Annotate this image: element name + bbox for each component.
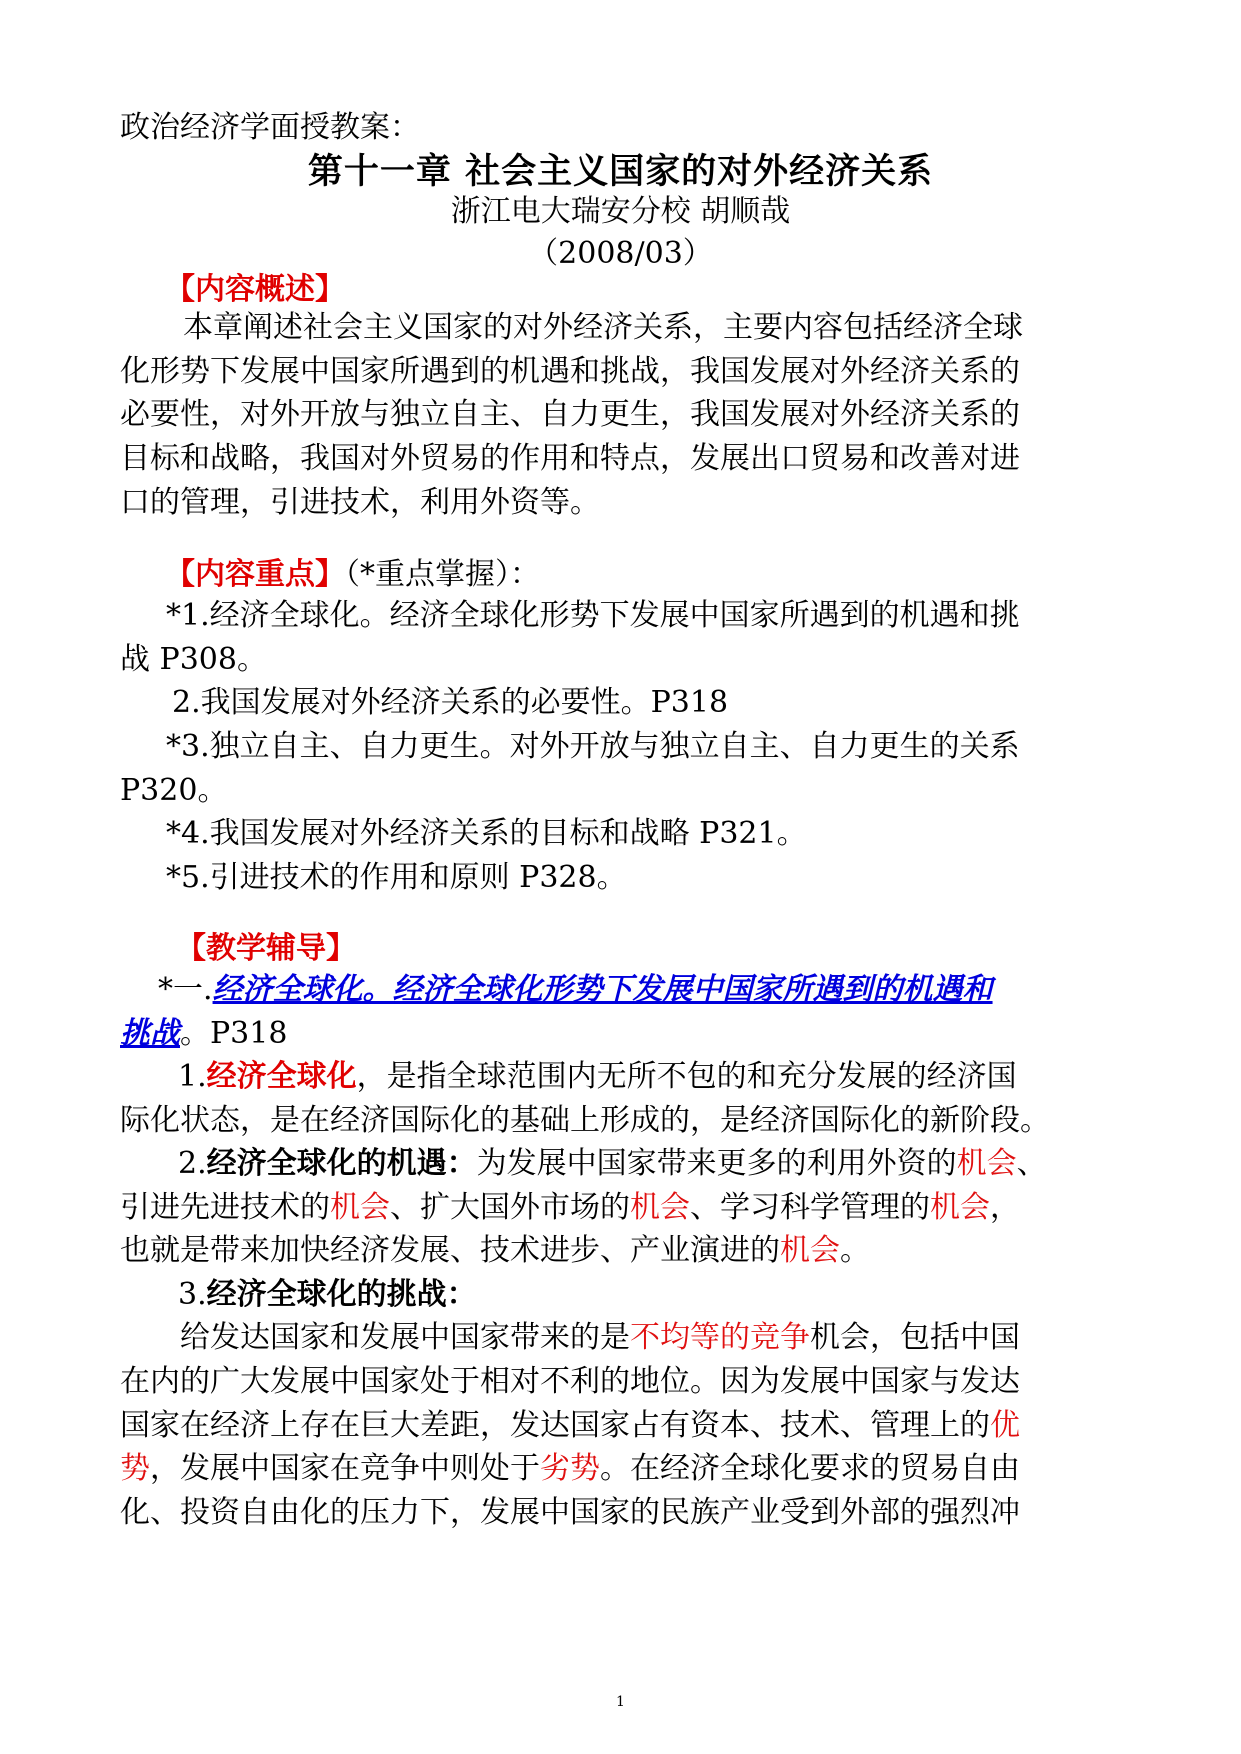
p3-line5: 化、投资自由化的压力下，发展中国家的民族产业受到外部的强烈冲	[120, 1495, 1020, 1530]
key-point-line: *4.我国发展对外经济关系的目标和战略 P321。	[166, 816, 807, 851]
overview-heading: 【内容概述】	[165, 272, 345, 307]
p2-text: 引进先进技术的	[120, 1190, 330, 1225]
overview-line: 目标和战略，我国对外贸易的作用和特点，发展出口贸易和改善对进	[120, 441, 1020, 476]
p2-text: 、扩大国外市场的	[390, 1190, 630, 1225]
p2-chance: 机会	[930, 1190, 990, 1225]
p3-unequal: 不均等的竞争	[630, 1320, 810, 1355]
p2-text: ，	[990, 1190, 1020, 1225]
item1-link-continued[interactable]: 挑战	[120, 1016, 180, 1051]
p3-disadvantage: 劣势	[540, 1451, 600, 1486]
p2-text: 、学习科学管理的	[690, 1190, 930, 1225]
item1-link[interactable]: 经济全球化。经济全球化形势下发展中国家所遇到的机遇和	[212, 972, 993, 1007]
p2-line3	[120, 1229, 870, 1273]
p1-line1	[178, 1055, 1017, 1099]
key-point-line: P320。	[120, 773, 228, 808]
key-point-line: 2.我国发展对外经济关系的必要性。P318	[172, 685, 729, 720]
key-points-heading: 【内容重点】	[165, 557, 345, 592]
overview-line: 本章阐述社会主义国家的对外经济关系，主要内容包括经济全球	[183, 310, 1023, 345]
p3-text: 国家在经济上存在巨大差距，发达国家占有资本、技术、管理上的	[120, 1408, 990, 1443]
tutoring-heading: 【教学辅导】	[176, 931, 356, 966]
author-line: 浙江电大瑞安分校 胡顺哉	[450, 194, 791, 229]
key-point-line: *5.引进技术的作用和原则 P328。	[166, 860, 627, 895]
key-point-line: *1.经济全球化。经济全球化形势下发展中国家所遇到的机遇和挑	[166, 598, 1020, 633]
p3-advantage: 优	[990, 1408, 1020, 1443]
p3-num: 3.	[178, 1277, 207, 1312]
p2-chance: 机会	[630, 1190, 690, 1225]
p3-line1	[180, 1316, 1020, 1360]
p3-text: 机会，包括中国	[810, 1320, 1020, 1355]
p3-text: 。在经济全球化要求的贸易自由	[600, 1451, 1020, 1486]
key-point-line: *3.独立自主、自力更生。对外开放与独立自主、自力更生的关系	[166, 729, 1020, 764]
course-label: 政治经济学面授教案：	[120, 110, 420, 145]
p3-line2: 在内的广大发展中国家处于相对不利的地位。因为发展中国家与发达	[120, 1364, 1020, 1399]
p2-chance: 机会	[956, 1146, 1017, 1181]
item1-line2	[120, 1012, 287, 1056]
key-points-note: （*重点掌握）：	[345, 557, 540, 592]
p2-chance: 机会	[330, 1190, 390, 1225]
p2-text: 为发展中国家带来更多的利用外资的	[476, 1146, 957, 1181]
p3-line3	[120, 1404, 1020, 1448]
p3-text: 给发达国家和发展中国家带来的是	[180, 1320, 630, 1355]
p1-num: 1.	[178, 1059, 207, 1094]
overview-line: 化形势下发展中国家所遇到的机遇和挑战，我国发展对外经济关系的	[120, 354, 1020, 389]
date-line: （2008/03）	[528, 236, 713, 271]
p3-line0	[178, 1273, 477, 1317]
item1-suffix: 。P318	[180, 1016, 288, 1051]
key-points-heading-line	[165, 553, 540, 597]
p3-term: 经济全球化的挑战：	[206, 1277, 477, 1312]
overview-line: 必要性，对外开放与独立自主、自力更生，我国发展对外经济关系的	[120, 397, 1020, 432]
p2-chance: 机会	[780, 1233, 840, 1268]
p3-text: ，发展中国家在竞争中则处于	[150, 1451, 540, 1486]
chapter-title: 第十一章 社会主义国家的对外经济关系	[307, 152, 934, 192]
overview-line: 口的管理，引进技术，利用外资等。	[120, 485, 600, 520]
p2-line2	[120, 1186, 1020, 1230]
item1-prefix: *一.	[158, 972, 213, 1007]
page-number: 1	[616, 1694, 625, 1710]
p2-line1	[178, 1142, 1047, 1186]
p3-advantage: 势	[120, 1451, 150, 1486]
p2-num: 2.	[178, 1146, 207, 1181]
p2-term: 经济全球化的机遇：	[206, 1146, 477, 1181]
p1-text: ，是指全球范围内无所不包的和充分发展的经济国	[356, 1059, 1017, 1094]
p3-line4	[120, 1447, 1020, 1491]
key-point-line: 战 P308。	[120, 642, 267, 677]
p1-line2: 际化状态，是在经济国际化的基础上形成的，是经济国际化的新阶段。	[120, 1103, 1050, 1138]
p2-text: 也就是带来加快经济发展、技术进步、产业演进的	[120, 1233, 780, 1268]
item1-line1	[158, 968, 993, 1012]
p2-text: 。	[840, 1233, 870, 1268]
p2-text: 、	[1016, 1146, 1047, 1181]
p1-term: 经济全球化	[206, 1059, 357, 1094]
